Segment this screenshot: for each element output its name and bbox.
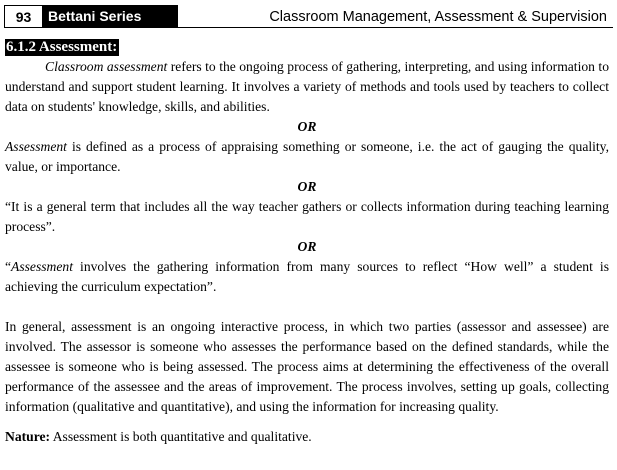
definition-text-4: involves the gathering information from many sources to reflect “How well” a student is achieving the curriculum expectation”. (5, 259, 609, 294)
general-paragraph: In general, assessment is an ongoing interactive process, in which two parties (assessor and assessee) are involved. The assessor is someone who assesses the performance based on the defined standards, while the assessee is someone who is being assessed. The process aims at determining the effectiveness of the overall performance of the assessee and the areas of improvement. The process involves, setting up goals, collecting information (qualitative and quantitative), and using the information for increasing quality. (5, 319, 609, 414)
open-quote: “ (5, 259, 12, 274)
book-title: Classroom Management, Assessment & Supervision (269, 9, 607, 25)
section-heading: 6.1.2 Assessment: (6, 39, 118, 55)
term-assessment-2: Assessment (5, 139, 67, 154)
nature-paragraph (5, 427, 609, 447)
nature-text: Assessment is both quantitative and qualitative. (50, 429, 312, 444)
definition-text-1: refers to the ongoing process of gathering, interpreting, and using information to understand and support student learning. It involves a variety of methods and tools used by teachers to collect data on students' knowledge, skills, and abilities. (5, 59, 609, 114)
definition-paragraph-2 (5, 137, 609, 177)
page-header (4, 5, 613, 28)
page-content (5, 37, 609, 447)
definition-paragraph-3: “It is a general term that includes all the way teacher gathers or collects information during teaching learning process”. (5, 199, 609, 234)
or-separator-3: OR (297, 239, 317, 254)
nature-label: Nature: (5, 429, 51, 444)
term-classroom-assessment: Classroom assessment (45, 59, 168, 74)
definition-paragraph-1 (5, 57, 609, 117)
paragraph-gap-small (5, 417, 609, 427)
definition-paragraph-4 (5, 257, 609, 297)
or-separator-1: OR (297, 119, 317, 134)
paragraph-gap (5, 297, 609, 317)
page-number: 93 (4, 5, 42, 27)
definition-text-2: is defined as a process of appraising something or someone, i.e. the act of gauging the quality, value, or importance. (5, 139, 609, 174)
term-assessment-4: Assessment (11, 259, 73, 274)
series-label: Bettani Series (42, 5, 178, 27)
or-separator-2: OR (297, 179, 317, 194)
